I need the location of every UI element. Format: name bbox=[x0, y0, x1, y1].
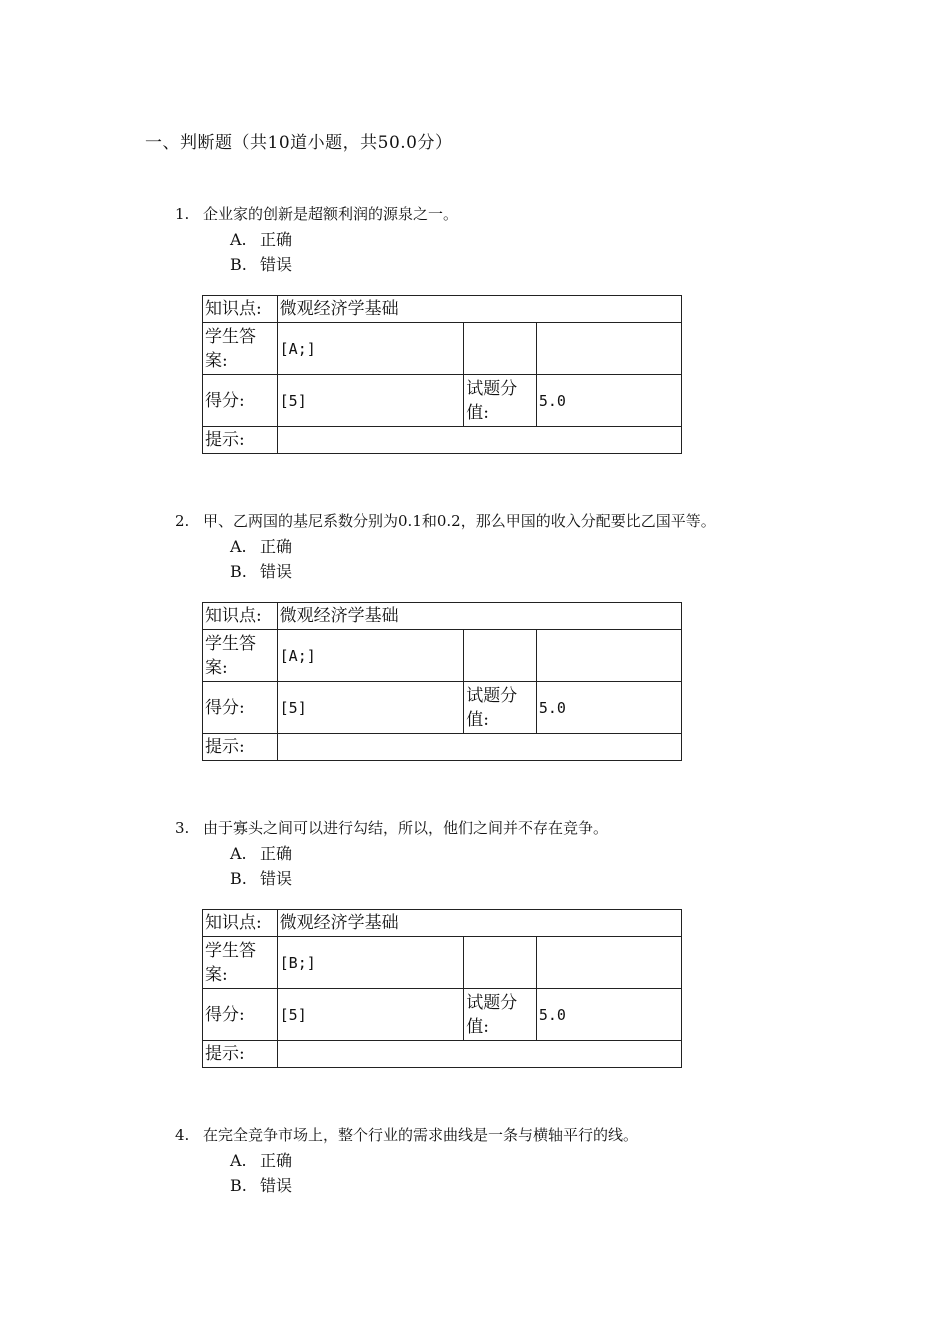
student-answer-value: [A;] bbox=[277, 630, 464, 682]
question-value: 5.0 bbox=[536, 682, 681, 734]
option-letter: B. bbox=[230, 255, 247, 274]
question-number: 3. bbox=[175, 819, 190, 837]
hint-value bbox=[277, 734, 681, 761]
hint-value bbox=[277, 1041, 681, 1068]
hint-label: 提示: bbox=[203, 427, 278, 454]
option-a[interactable] bbox=[230, 1148, 292, 1171]
question-stem bbox=[175, 1124, 638, 1145]
option-b[interactable] bbox=[230, 1173, 292, 1196]
knowledge-point-value: 微观经济学基础 bbox=[277, 910, 681, 937]
option-text: 错误 bbox=[260, 255, 293, 274]
section-title: 一、判断题（共10道小题，共50.0分） bbox=[145, 133, 453, 153]
empty-cell bbox=[536, 630, 681, 682]
option-text: 正确 bbox=[260, 230, 293, 249]
question-value-label: 试题分值: bbox=[464, 375, 537, 427]
question-text: 在完全竞争市场上，整个行业的需求曲线是一条与横轴平行的线。 bbox=[203, 1126, 639, 1144]
empty-cell bbox=[464, 630, 537, 682]
knowledge-point-label: 知识点: bbox=[203, 603, 278, 630]
option-text: 错误 bbox=[260, 1176, 293, 1195]
option-a[interactable] bbox=[230, 227, 292, 250]
question-stem bbox=[175, 203, 458, 224]
question-value-label: 试题分值: bbox=[464, 682, 537, 734]
question-text: 企业家的创新是超额利润的源泉之一。 bbox=[203, 205, 459, 223]
score-value: [5] bbox=[277, 989, 464, 1041]
option-text: 错误 bbox=[260, 562, 293, 581]
option-text: 错误 bbox=[260, 869, 293, 888]
empty-cell bbox=[536, 323, 681, 375]
question-value: 5.0 bbox=[536, 989, 681, 1041]
option-letter: B. bbox=[230, 562, 247, 581]
result-table bbox=[202, 909, 682, 1068]
knowledge-point-label: 知识点: bbox=[203, 296, 278, 323]
question-value-label: 试题分值: bbox=[464, 989, 537, 1041]
student-answer-label: 学生答案: bbox=[203, 630, 278, 682]
hint-label: 提示: bbox=[203, 1041, 278, 1068]
option-text: 正确 bbox=[260, 844, 293, 863]
result-table bbox=[202, 295, 682, 454]
option-text: 正确 bbox=[260, 537, 293, 556]
option-text: 正确 bbox=[260, 1151, 293, 1170]
option-letter: B. bbox=[230, 1176, 247, 1195]
student-answer-label: 学生答案: bbox=[203, 937, 278, 989]
empty-cell bbox=[536, 937, 681, 989]
student-answer-value: [A;] bbox=[277, 323, 464, 375]
student-answer-value: [B;] bbox=[277, 937, 464, 989]
question-text: 由于寡头之间可以进行勾结，所以，他们之间并不存在竞争。 bbox=[203, 819, 609, 837]
knowledge-point-value: 微观经济学基础 bbox=[277, 603, 681, 630]
option-letter: B. bbox=[230, 869, 247, 888]
score-label: 得分: bbox=[203, 375, 278, 427]
option-a[interactable] bbox=[230, 841, 292, 864]
question-number: 4. bbox=[175, 1126, 190, 1144]
score-value: [5] bbox=[277, 375, 464, 427]
option-b[interactable] bbox=[230, 559, 292, 582]
score-label: 得分: bbox=[203, 682, 278, 734]
hint-value bbox=[277, 427, 681, 454]
knowledge-point-value: 微观经济学基础 bbox=[277, 296, 681, 323]
empty-cell bbox=[464, 937, 537, 989]
option-b[interactable] bbox=[230, 252, 292, 275]
option-letter: A. bbox=[230, 230, 247, 249]
score-label: 得分: bbox=[203, 989, 278, 1041]
option-letter: A. bbox=[230, 537, 247, 556]
question-number: 1. bbox=[175, 205, 190, 223]
option-a[interactable] bbox=[230, 534, 292, 557]
question-text: 甲、乙两国的基尼系数分别为0.1和0.2，那么甲国的收入分配要比乙国平等。 bbox=[203, 512, 716, 530]
option-letter: A. bbox=[230, 1151, 247, 1170]
empty-cell bbox=[464, 323, 537, 375]
question-stem bbox=[175, 817, 608, 838]
question-number: 2. bbox=[175, 512, 190, 530]
option-b[interactable] bbox=[230, 866, 292, 889]
hint-label: 提示: bbox=[203, 734, 278, 761]
student-answer-label: 学生答案: bbox=[203, 323, 278, 375]
knowledge-point-label: 知识点: bbox=[203, 910, 278, 937]
option-letter: A. bbox=[230, 844, 247, 863]
question-stem bbox=[175, 510, 716, 531]
question-value: 5.0 bbox=[536, 375, 681, 427]
score-value: [5] bbox=[277, 682, 464, 734]
result-table bbox=[202, 602, 682, 761]
